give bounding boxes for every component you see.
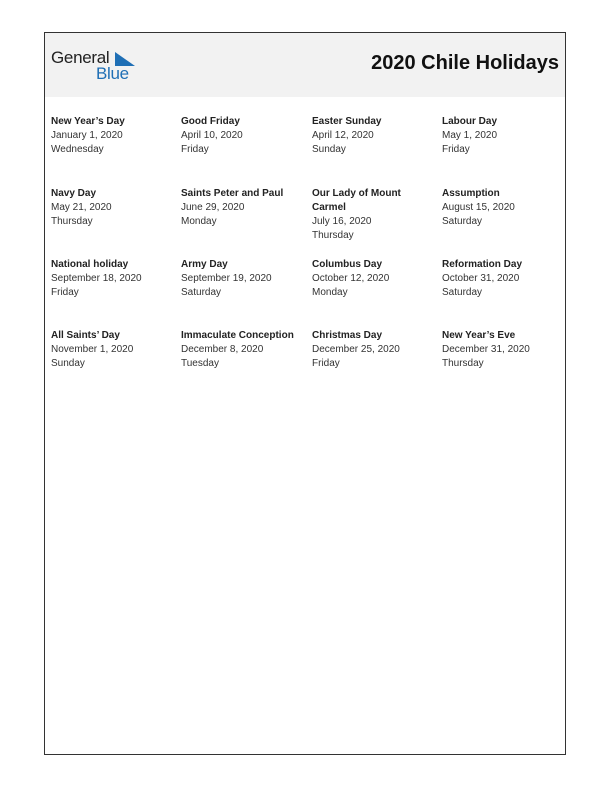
holiday-name: Reformation Day bbox=[442, 259, 523, 270]
holiday-entry bbox=[181, 258, 309, 300]
holiday-date: July 16, 2020 bbox=[312, 216, 372, 227]
holiday-weekday: Friday bbox=[181, 144, 209, 155]
holiday-date: November 1, 2020 bbox=[51, 344, 134, 355]
holiday-date: June 29, 2020 bbox=[181, 202, 245, 213]
holiday-entry bbox=[442, 329, 570, 371]
holiday-date: May 1, 2020 bbox=[442, 130, 498, 141]
holiday-name: Easter Sunday bbox=[312, 116, 382, 127]
holiday-name: Navy Day bbox=[51, 188, 97, 199]
holiday-date: September 18, 2020 bbox=[51, 273, 142, 284]
holiday-weekday: Thursday bbox=[51, 216, 93, 227]
holiday-weekday: Thursday bbox=[442, 358, 484, 369]
holiday-name: Christmas Day bbox=[312, 330, 383, 341]
holiday-date: August 15, 2020 bbox=[442, 202, 515, 213]
logo-word-blue: Blue bbox=[96, 64, 129, 83]
holiday-name: National holiday bbox=[51, 259, 129, 270]
holiday-name: New Year’s Day bbox=[51, 116, 125, 127]
holiday-weekday: Friday bbox=[442, 144, 470, 155]
holiday-date: December 8, 2020 bbox=[181, 344, 264, 355]
holiday-weekday: Wednesday bbox=[51, 144, 104, 155]
holiday-name: Our Lady of Mount Carmel bbox=[312, 188, 401, 213]
holiday-name: Columbus Day bbox=[312, 259, 383, 270]
holiday-weekday: Tuesday bbox=[181, 358, 219, 369]
holiday-entry bbox=[181, 329, 309, 371]
holiday-weekday: Friday bbox=[312, 358, 340, 369]
holiday-entry bbox=[51, 115, 179, 157]
holiday-weekday: Saturday bbox=[442, 287, 483, 298]
holiday-date: January 1, 2020 bbox=[51, 130, 123, 141]
holiday-name: Immaculate Conception bbox=[181, 330, 294, 341]
holiday-name: Labour Day bbox=[442, 116, 498, 127]
holiday-weekday: Monday bbox=[312, 287, 348, 298]
holiday-entry bbox=[312, 115, 440, 157]
holiday-entry bbox=[181, 187, 309, 229]
holiday-entry bbox=[442, 115, 570, 157]
holiday-weekday: Friday bbox=[51, 287, 79, 298]
generalblue-logo bbox=[51, 48, 141, 84]
holiday-date: October 12, 2020 bbox=[312, 273, 390, 284]
holiday-date: September 19, 2020 bbox=[181, 273, 272, 284]
holiday-entry bbox=[51, 258, 179, 300]
holiday-entry bbox=[312, 258, 440, 300]
holiday-name: Good Friday bbox=[181, 116, 240, 127]
holiday-entry bbox=[51, 187, 179, 229]
header-band bbox=[45, 33, 565, 97]
logo-word-general: General bbox=[51, 48, 110, 67]
holiday-weekday: Monday bbox=[181, 216, 217, 227]
holiday-entry bbox=[442, 258, 570, 300]
holiday-date: October 31, 2020 bbox=[442, 273, 520, 284]
holiday-date: May 21, 2020 bbox=[51, 202, 112, 213]
holiday-weekday: Sunday bbox=[312, 144, 346, 155]
holiday-entry bbox=[51, 329, 179, 371]
holiday-name: Assumption bbox=[442, 188, 500, 199]
holiday-date: December 31, 2020 bbox=[442, 344, 530, 355]
holiday-name: New Year’s Eve bbox=[442, 330, 516, 341]
holiday-weekday: Sunday bbox=[51, 358, 85, 369]
holiday-weekday: Thursday bbox=[312, 230, 354, 241]
page-frame bbox=[44, 32, 566, 755]
holiday-name: Army Day bbox=[181, 259, 228, 270]
holiday-weekday: Saturday bbox=[181, 287, 222, 298]
holiday-entry bbox=[442, 187, 570, 229]
holiday-date: April 10, 2020 bbox=[181, 130, 243, 141]
holiday-entry bbox=[312, 329, 440, 371]
holiday-name: Saints Peter and Paul bbox=[181, 188, 284, 199]
holiday-date: December 25, 2020 bbox=[312, 344, 400, 355]
holiday-weekday: Saturday bbox=[442, 216, 483, 227]
holiday-name: All Saints’ Day bbox=[51, 330, 120, 341]
holiday-entry bbox=[312, 187, 412, 243]
holiday-entry bbox=[181, 115, 309, 157]
document-title: 2020 Chile Holidays bbox=[371, 52, 559, 74]
holiday-date: April 12, 2020 bbox=[312, 130, 374, 141]
